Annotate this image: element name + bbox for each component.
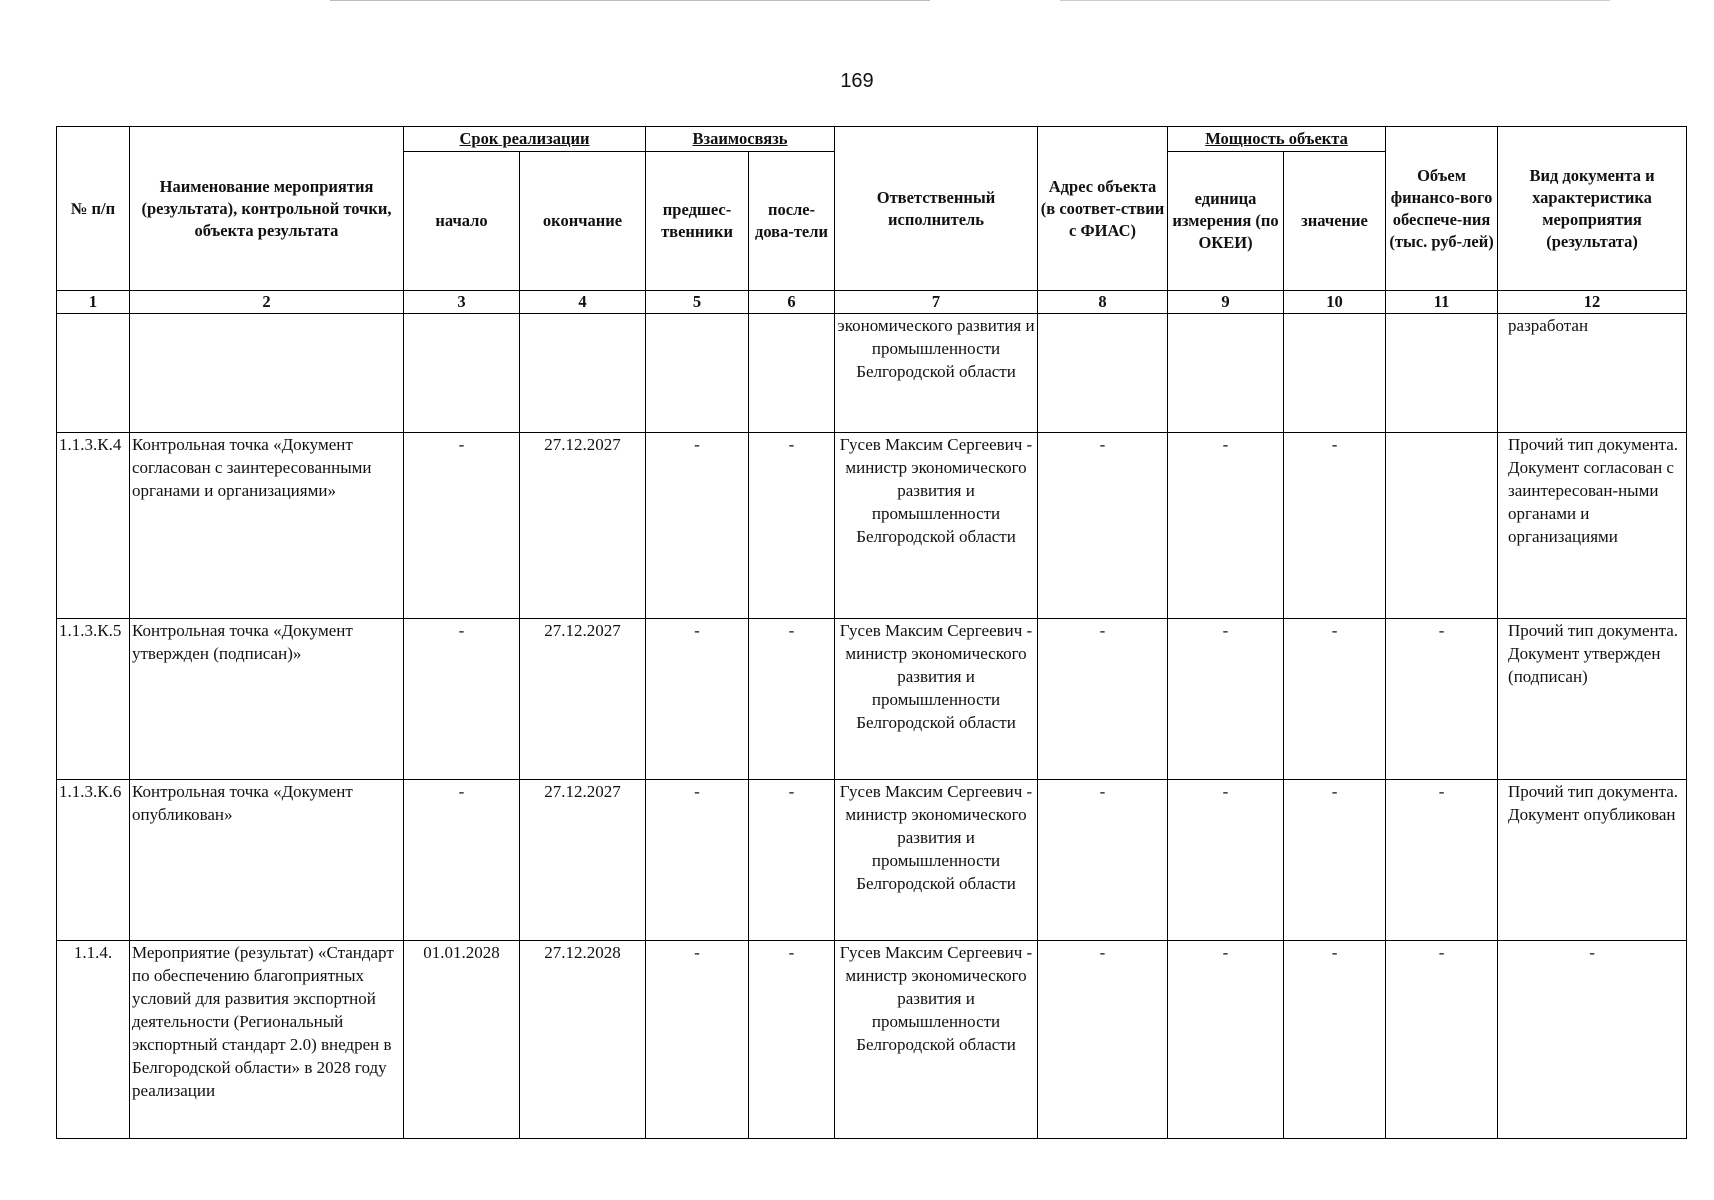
header-value: значение [1284, 152, 1386, 291]
row-address: - [1038, 619, 1168, 780]
column-number: 11 [1386, 291, 1498, 314]
header-capacity-group: Мощность объекта [1168, 127, 1386, 152]
row-responsible: экономического развития и промышленности Белгородской области [835, 314, 1038, 433]
row-responsible: Гусев Максим Сергеевич - министр экономического развития и промышленности Белгородской области [835, 619, 1038, 780]
plan-table [56, 126, 1687, 1139]
row-code: 1.1.3.К.5 [57, 619, 130, 780]
row-successors: - [749, 619, 835, 780]
row-successors: - [749, 433, 835, 619]
row-finance: - [1386, 619, 1498, 780]
row-name [130, 314, 404, 433]
row-unit: - [1168, 941, 1284, 1139]
row-predecessors: - [646, 780, 749, 941]
table-row [57, 619, 1687, 780]
table-row [57, 941, 1687, 1139]
row-value: - [1284, 780, 1386, 941]
row-finance: - [1386, 941, 1498, 1139]
column-number: 10 [1284, 291, 1386, 314]
header-successors: после-дова-тели [749, 152, 835, 291]
row-name: Контрольная точка «Документ опубликован» [130, 780, 404, 941]
row-document: - [1498, 941, 1687, 1139]
row-document: Прочий тип документа. Документ утвержден (подписан) [1498, 619, 1687, 780]
row-address: - [1038, 433, 1168, 619]
row-end: 27.12.2027 [520, 433, 646, 619]
header-period-group: Срок реализации [404, 127, 646, 152]
column-number: 2 [130, 291, 404, 314]
row-start: - [404, 433, 520, 619]
row-value [1284, 314, 1386, 433]
page-number: 169 [840, 70, 874, 92]
row-start [404, 314, 520, 433]
column-number: 7 [835, 291, 1038, 314]
row-address: - [1038, 941, 1168, 1139]
header-finance: Объем финансо-вого обеспече-ния (тыс. руб-лей) [1386, 127, 1498, 291]
row-end: 27.12.2028 [520, 941, 646, 1139]
row-responsible: Гусев Максим Сергеевич - министр экономического развития и промышленности Белгородской области [835, 941, 1038, 1139]
header-predecessors: предшес-твенники [646, 152, 749, 291]
row-finance [1386, 314, 1498, 433]
row-unit: - [1168, 619, 1284, 780]
header-document: Вид документа и характеристика мероприятия (результата) [1498, 127, 1687, 291]
row-name: Контрольная точка «Документ утвержден (подписан)» [130, 619, 404, 780]
row-document: Прочий тип документа. Документ опубликован [1498, 780, 1687, 941]
column-number: 12 [1498, 291, 1687, 314]
header-address: Адрес объекта (в соответ-ствии с ФИАС) [1038, 127, 1168, 291]
row-code [57, 314, 130, 433]
row-finance: - [1386, 780, 1498, 941]
row-end: 27.12.2027 [520, 619, 646, 780]
table-row [57, 433, 1687, 619]
header-responsible: Ответственный исполнитель [835, 127, 1038, 291]
column-number: 8 [1038, 291, 1168, 314]
row-successors: - [749, 780, 835, 941]
row-successors [749, 314, 835, 433]
row-start: 01.01.2028 [404, 941, 520, 1139]
table-row [57, 314, 1687, 433]
row-predecessors: - [646, 619, 749, 780]
header-end: окончание [520, 152, 646, 291]
header-unit: единица измерения (по ОКЕИ) [1168, 152, 1284, 291]
row-name: Контрольная точка «Документ согласован с заинтересованными органами и организациями» [130, 433, 404, 619]
header-start: начало [404, 152, 520, 291]
column-number: 1 [57, 291, 130, 314]
row-responsible: Гусев Максим Сергеевич - министр экономического развития и промышленности Белгородской области [835, 433, 1038, 619]
row-document: Прочий тип документа. Документ согласован с заинтересован-ными органами и организациями [1498, 433, 1687, 619]
row-value: - [1284, 433, 1386, 619]
row-predecessors: - [646, 941, 749, 1139]
row-document: разработан [1498, 314, 1687, 433]
scan-edge-line [1060, 0, 1610, 1]
row-end [520, 314, 646, 433]
row-predecessors: - [646, 433, 749, 619]
row-unit [1168, 314, 1284, 433]
row-successors: - [749, 941, 835, 1139]
header-name: Наименование мероприятия (результата), контрольной точки, объекта результата [130, 127, 404, 291]
scan-edge-line [330, 0, 930, 1]
row-code: 1.1.4. [57, 941, 130, 1139]
row-end: 27.12.2027 [520, 780, 646, 941]
header-link-group: Взаимосвязь [646, 127, 835, 152]
table-row [57, 780, 1687, 941]
row-address [1038, 314, 1168, 433]
column-number: 5 [646, 291, 749, 314]
column-number: 6 [749, 291, 835, 314]
row-responsible: Гусев Максим Сергеевич - министр экономического развития и промышленности Белгородской области [835, 780, 1038, 941]
row-address: - [1038, 780, 1168, 941]
row-code: 1.1.3.К.6 [57, 780, 130, 941]
row-value: - [1284, 619, 1386, 780]
row-code: 1.1.3.К.4 [57, 433, 130, 619]
row-finance [1386, 433, 1498, 619]
row-predecessors [646, 314, 749, 433]
column-number: 4 [520, 291, 646, 314]
row-unit: - [1168, 433, 1284, 619]
row-name: Мероприятие (результат) «Стандарт по обеспечению благоприятных условий для развития экспортной деятельности (Региональный экспортный стандарт 2.0) внедрен в Белгородской области» в 2028 году реализации [130, 941, 404, 1139]
row-value: - [1284, 941, 1386, 1139]
header-num: № п/п [57, 127, 130, 291]
row-unit: - [1168, 780, 1284, 941]
column-number: 3 [404, 291, 520, 314]
column-number: 9 [1168, 291, 1284, 314]
row-start: - [404, 619, 520, 780]
row-start: - [404, 780, 520, 941]
